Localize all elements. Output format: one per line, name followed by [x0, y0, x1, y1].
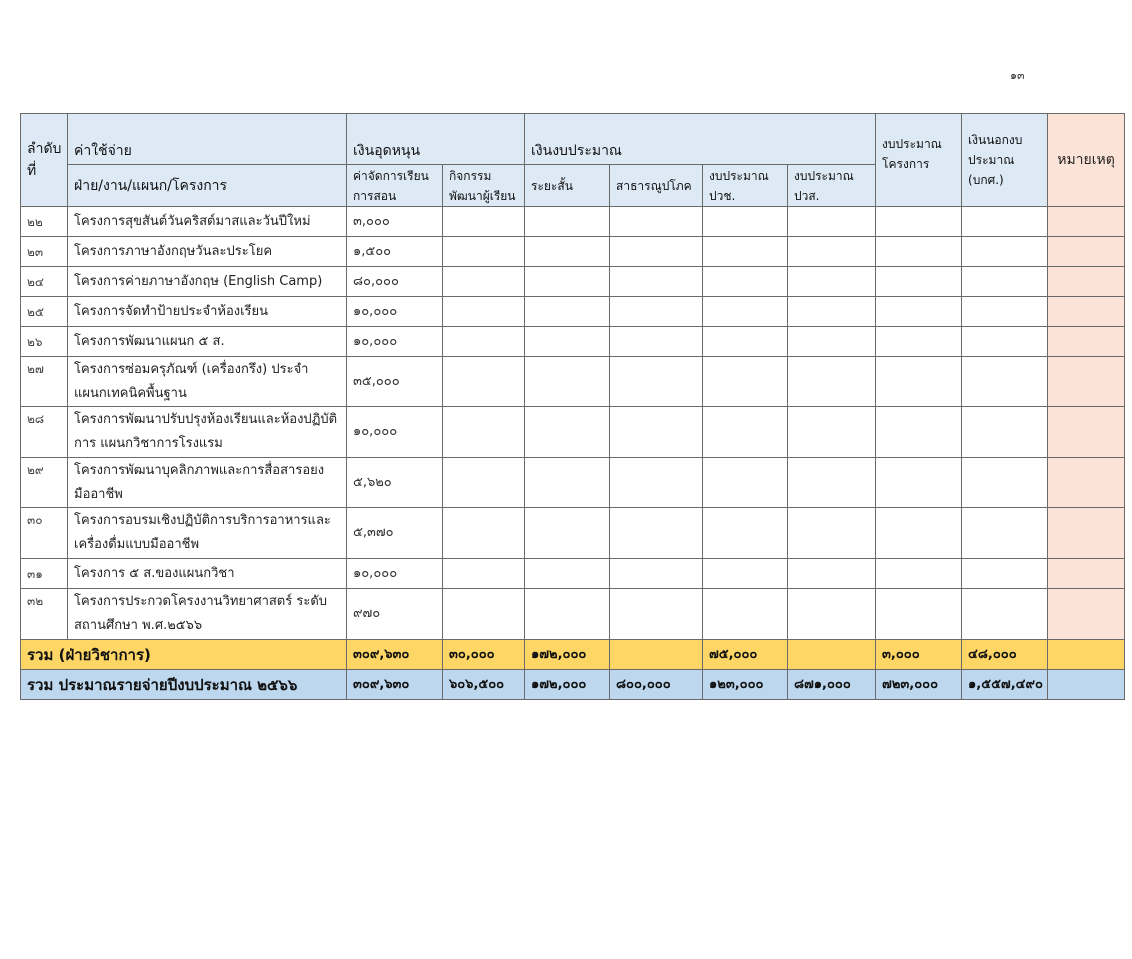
total-academic-teaching: ๓๐๙,๖๓๐: [347, 640, 443, 670]
total-academic-project: ๓,๐๐๐: [876, 640, 962, 670]
row-project-name: โครงการ ๕ ส.ของแผนกวิชา: [68, 559, 347, 589]
row-number: ๒๙: [21, 458, 68, 508]
header-note: หมายเหตุ: [1048, 114, 1125, 207]
total-academic-row: [21, 640, 1125, 670]
row-teaching-amount: ๓๕,๐๐๐: [347, 357, 443, 407]
total-academic-activity: ๓๐,๐๐๐: [443, 640, 525, 670]
row-project-name: โครงการพัฒนาบุคลิกภาพและการสื่อสารอยงมืออาชีพ: [68, 458, 347, 508]
row-project-name: โครงการสุขสันต์วันคริสต์มาสและวันปีใหม่: [68, 207, 347, 237]
table-row: [21, 357, 1125, 407]
total-academic-short: ๑๗๒,๐๐๐: [525, 640, 610, 670]
total-academic-utility: [610, 640, 703, 670]
total-academic-pvc: ๗๕,๐๐๐: [703, 640, 788, 670]
header-seq: ลำดับที่: [21, 114, 68, 207]
table-row: [21, 237, 1125, 267]
total-year-teaching: ๓๐๙,๖๓๐: [347, 670, 443, 700]
table-row: [21, 297, 1125, 327]
header-expense: ค่าใช้จ่าย: [68, 114, 347, 165]
header-pvc: งบประมาณ ปวช.: [703, 165, 788, 207]
row-number: ๓๐: [21, 508, 68, 559]
total-academic-non-budget: ๔๘,๐๐๐: [962, 640, 1048, 670]
header-utility: สาธารณูปโภค: [610, 165, 703, 207]
total-academic-pvs: [788, 640, 876, 670]
row-teaching-amount: ๕,๖๒๐: [347, 458, 443, 508]
row-teaching-amount: ๓,๐๐๐: [347, 207, 443, 237]
row-project-name: โครงการพัฒนาแผนก ๕ ส.: [68, 327, 347, 357]
table-row: [21, 267, 1125, 297]
header-revolving: เงินอุดหนุน: [347, 114, 525, 165]
total-year-utility: ๘๐๐,๐๐๐: [610, 670, 703, 700]
table-row: [21, 458, 1125, 508]
row-number: ๒๘: [21, 407, 68, 458]
row-number: ๒๓: [21, 237, 68, 267]
row-project-name: โครงการซ่อมครุภัณฑ์ (เครื่องกรึง) ประจำแผนกเทคนิคพื้นฐาน: [68, 357, 347, 407]
table-row: [21, 407, 1125, 458]
row-teaching-amount: ๙๗๐: [347, 589, 443, 640]
header-activity: กิจกรรมพัฒนาผู้เรียน: [443, 165, 525, 207]
table-row: [21, 559, 1125, 589]
total-year-activity: ๖๐๖,๕๐๐: [443, 670, 525, 700]
total-academic-label: รวม (ฝ่ายวิชาการ): [21, 640, 347, 670]
row-project-name: โครงการค่ายภาษาอังกฤษ (English Camp): [68, 267, 347, 297]
row-project-name: โครงการประกวดโครงงานวิทยาศาสตร์ ระดับสถานศึกษา พ.ศ.๒๕๖๖: [68, 589, 347, 640]
header-short-term: ระยะสั้น: [525, 165, 610, 207]
table-row: [21, 508, 1125, 559]
total-year-label: รวม ประมาณรายจ่ายปีงบประมาณ ๒๕๖๖: [21, 670, 347, 700]
row-teaching-amount: ๑๐,๐๐๐: [347, 327, 443, 357]
row-teaching-amount: ๕,๓๗๐: [347, 508, 443, 559]
total-year-pvs: ๘๗๑,๐๐๐: [788, 670, 876, 700]
row-number: ๒๔: [21, 267, 68, 297]
row-project-name: โครงการอบรมเชิงปฏิบัติการบริการอาหารและเครื่องดื่มแบบมืออาชีพ: [68, 508, 347, 559]
row-number: ๓๒: [21, 589, 68, 640]
row-number: ๒๗: [21, 357, 68, 407]
row-teaching-amount: ๑๐,๐๐๐: [347, 407, 443, 458]
table-row: [21, 327, 1125, 357]
header-budget: เงินงบประมาณ: [525, 114, 876, 165]
header-expense-sub: ฝ่าย/งาน/แผนก/โครงการ: [68, 165, 347, 207]
total-year-project: ๗๒๓,๐๐๐: [876, 670, 962, 700]
row-teaching-amount: ๑,๕๐๐: [347, 237, 443, 267]
row-number: ๓๑: [21, 559, 68, 589]
table-row: [21, 207, 1125, 237]
total-year-short: ๑๗๒,๐๐๐: [525, 670, 610, 700]
budget-table: [20, 113, 1125, 700]
row-number: ๒๕: [21, 297, 68, 327]
row-project-name: โครงการภาษาอังกฤษวันละประโยค: [68, 237, 347, 267]
header-project-budget: งบประมาณโครงการ: [876, 114, 962, 207]
header-teaching: ค่าจัดการเรียนการสอน: [347, 165, 443, 207]
row-teaching-amount: ๑๐,๐๐๐: [347, 297, 443, 327]
row-teaching-amount: ๑๐,๐๐๐: [347, 559, 443, 589]
row-project-name: โครงการพัฒนาปรับปรุงห้องเรียนและห้องปฏิบัติการ แผนกวิชาการโรงแรม: [68, 407, 347, 458]
page-number: ๑๓: [1010, 69, 1025, 82]
total-year-row: [21, 670, 1125, 700]
row-number: ๒๖: [21, 327, 68, 357]
row-number: ๒๒: [21, 207, 68, 237]
header-non-budget: เงินนอกงบประมาณ (บกศ.): [962, 114, 1048, 207]
total-year-non-budget: ๑,๕๕๗,๔๙๐: [962, 670, 1048, 700]
header-pvs: งบประมาณ ปวส.: [788, 165, 876, 207]
table-row: [21, 589, 1125, 640]
row-teaching-amount: ๘๐,๐๐๐: [347, 267, 443, 297]
row-project-name: โครงการจัดทำป้ายประจำห้องเรียน: [68, 297, 347, 327]
total-year-pvc: ๑๒๓,๐๐๐: [703, 670, 788, 700]
